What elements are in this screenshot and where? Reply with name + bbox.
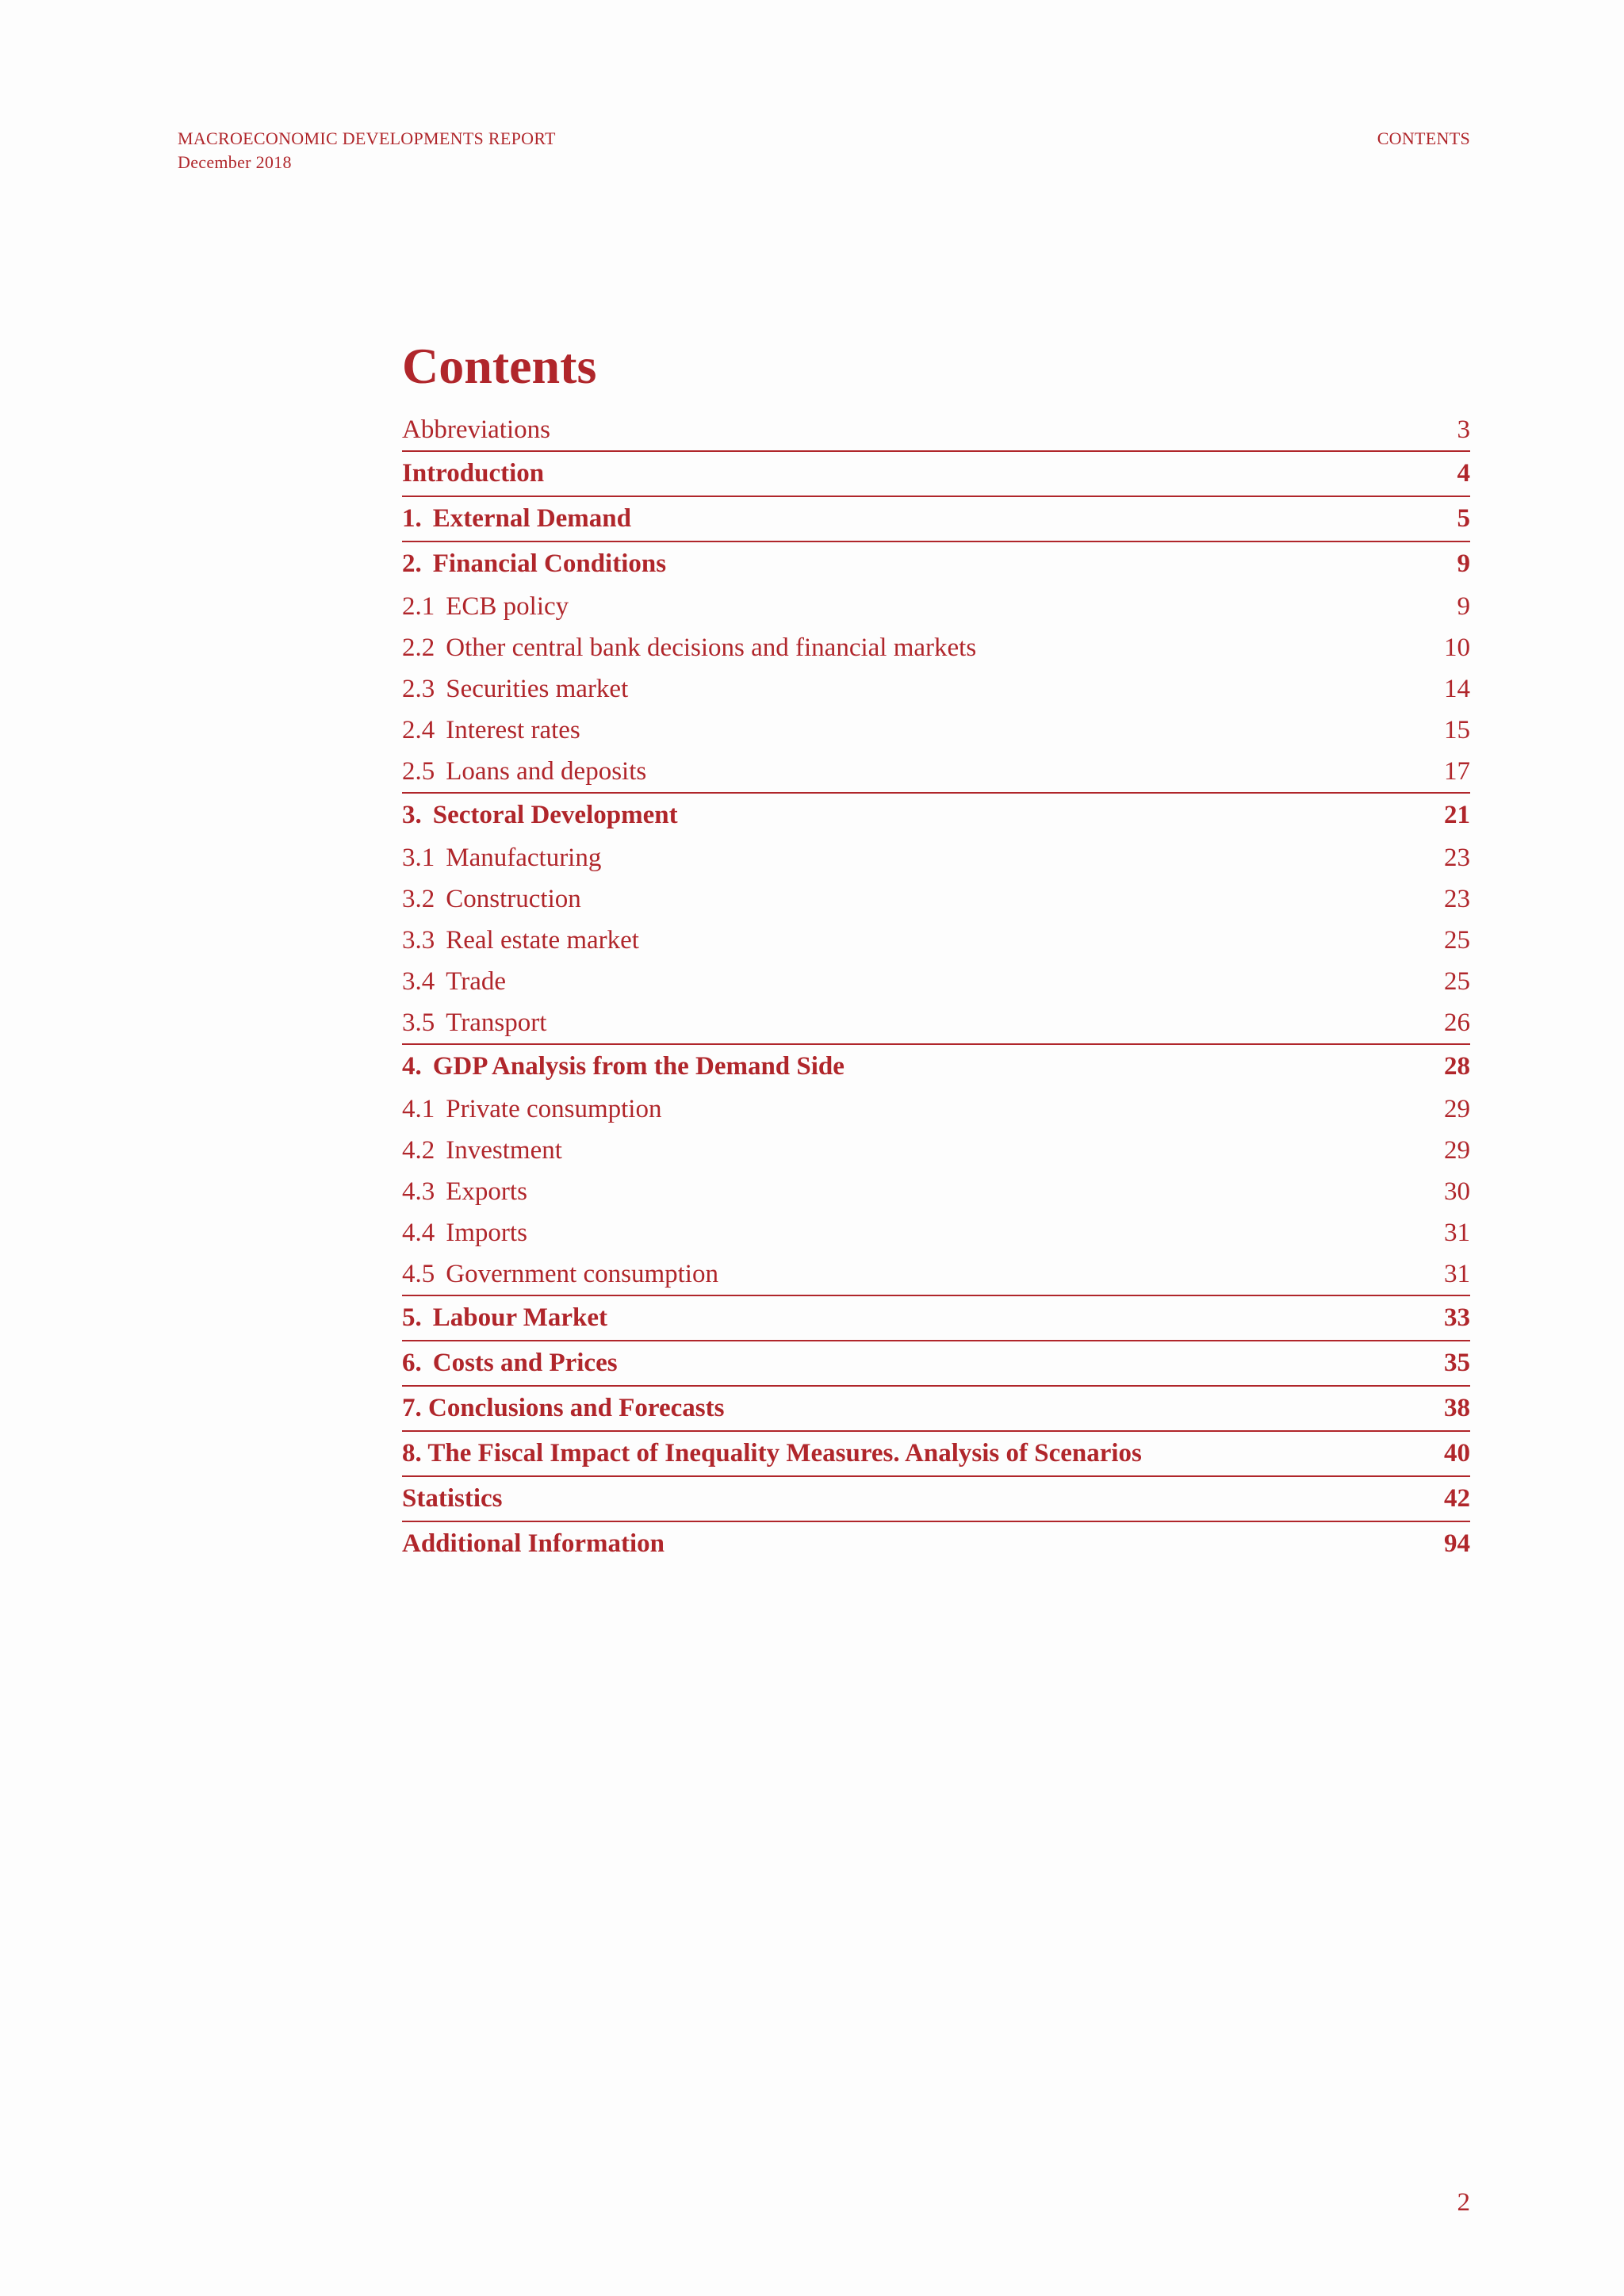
toc-entry-page: 29 [1444, 1135, 1470, 1165]
toc-entry-costs-prices[interactable] [402, 1341, 1470, 1387]
toc-entry-private-consumption[interactable] [402, 1089, 1470, 1130]
toc-entry-additional-information[interactable] [402, 1522, 1470, 1566]
toc-entry-real-estate[interactable] [402, 920, 1470, 961]
toc-entry-transport[interactable] [402, 1002, 1470, 1045]
toc-entry-label: Abbreviations [402, 415, 550, 444]
toc-entry-number: 3.2 [402, 884, 435, 913]
toc-entry-number: 3.1 [402, 843, 435, 872]
toc-entry-number: 2. [402, 549, 422, 578]
toc-entry-sectoral-development[interactable] [402, 794, 1470, 837]
toc-entry-page: 94 [1444, 1529, 1470, 1558]
toc-entry-page: 23 [1444, 843, 1470, 872]
toc-entry-gdp-analysis[interactable] [402, 1045, 1470, 1089]
toc-entry-page: 30 [1444, 1177, 1470, 1206]
toc-entry-label: Construction [446, 884, 581, 913]
toc-entry-other-central-bank[interactable] [402, 627, 1470, 668]
toc-entry-number: 5. [402, 1303, 422, 1332]
toc-entry-label: Sectoral Development [432, 801, 678, 829]
page-title: Contents [402, 338, 597, 394]
toc-entry-page: 5 [1457, 504, 1470, 533]
toc-entry-number: 2.2 [402, 633, 435, 662]
toc-entry-number: 4.4 [402, 1218, 435, 1247]
toc-entry-ecb-policy[interactable] [402, 586, 1470, 627]
toc-entry-number: 4. [402, 1052, 422, 1081]
toc-entry-page: 23 [1444, 884, 1470, 913]
toc-entry-number: 2.1 [402, 591, 435, 621]
toc-entry-number: 3. [402, 801, 422, 829]
page-number: 2 [1457, 2188, 1470, 2217]
toc-entry-page: 17 [1444, 756, 1470, 786]
toc-entry-label: Transport [446, 1008, 547, 1037]
toc-entry-interest-rates[interactable] [402, 710, 1470, 751]
toc-entry-number: 4.1 [402, 1094, 435, 1123]
toc-entry-label: Exports [446, 1177, 527, 1206]
toc-entry-label: Financial Conditions [432, 549, 667, 578]
toc-entry-number: 3.5 [402, 1008, 435, 1037]
toc-entry-number: 3.3 [402, 925, 435, 955]
toc-entry-label: Real estate market [446, 925, 639, 955]
running-header-left [178, 127, 556, 174]
toc-entry-introduction[interactable] [402, 452, 1470, 497]
toc-entry-construction[interactable] [402, 878, 1470, 920]
toc-entry-number: 4.3 [402, 1177, 435, 1206]
toc-entry-page: 14 [1444, 674, 1470, 703]
toc-entry-financial-conditions[interactable] [402, 542, 1470, 586]
toc-entry-number: 1. [402, 504, 422, 533]
toc-entry-page: 26 [1444, 1008, 1470, 1037]
running-header-section: CONTENTS [1377, 128, 1470, 148]
toc-entry-government-consumption[interactable] [402, 1253, 1470, 1296]
toc-entry-external-demand[interactable] [402, 497, 1470, 542]
toc-entry-label: Labour Market [432, 1303, 608, 1332]
toc-entry-number: 2.3 [402, 674, 435, 703]
toc-entry-page: 25 [1444, 966, 1470, 996]
toc-entry-page: 9 [1457, 549, 1470, 578]
toc-entry-number: 2.5 [402, 756, 435, 786]
toc-entry-page: 35 [1444, 1349, 1470, 1377]
toc-entry-trade[interactable] [402, 961, 1470, 1002]
toc-entry-abbreviations[interactable] [402, 409, 1470, 452]
toc-entry-imports[interactable] [402, 1212, 1470, 1253]
toc-entry-label: Loans and deposits [446, 756, 647, 786]
toc-entry-page: 40 [1444, 1439, 1470, 1468]
toc-entry-fiscal-impact[interactable] [402, 1432, 1470, 1477]
toc-entry-investment[interactable] [402, 1130, 1470, 1171]
toc-entry-label: ECB policy [446, 591, 569, 621]
toc-entry-label: Additional Information [402, 1529, 665, 1558]
toc-entry-label: Manufacturing [446, 843, 602, 872]
toc-entry-number: 2.4 [402, 715, 435, 744]
toc-entry-label: Investment [446, 1135, 562, 1165]
toc-entry-label: Statistics [402, 1484, 503, 1513]
toc-entry-page: 21 [1444, 801, 1470, 829]
toc-entry-label: Trade [446, 966, 507, 996]
toc-entry-page: 31 [1444, 1218, 1470, 1247]
toc-entry-securities-market[interactable] [402, 668, 1470, 710]
toc-entry-page: 4 [1457, 459, 1470, 488]
toc-entry-labour-market[interactable] [402, 1296, 1470, 1341]
toc-entry-page: 25 [1444, 925, 1470, 955]
toc-entry-number: 6. [402, 1349, 422, 1377]
table-of-contents [402, 333, 1470, 1566]
toc-entry-label: Securities market [446, 674, 629, 703]
toc-entry-loans-deposits[interactable] [402, 751, 1470, 794]
toc-entry-label: External Demand [432, 504, 631, 533]
toc-entry-label: Government consumption [446, 1259, 718, 1288]
toc-entry-label: Introduction [402, 459, 545, 488]
toc-entry-label: Costs and Prices [432, 1349, 618, 1377]
toc-entry-page: 9 [1457, 591, 1470, 621]
toc-entry-manufacturing[interactable] [402, 837, 1470, 878]
toc-entry-page: 3 [1457, 415, 1470, 444]
report-date: December 2018 [178, 152, 292, 172]
toc-entry-label: Other central bank decisions and financial markets [446, 633, 977, 662]
toc-entry-page: 15 [1444, 715, 1470, 744]
toc-entry-page: 42 [1444, 1484, 1470, 1513]
toc-entry-page: 10 [1444, 633, 1470, 662]
toc-entry-page: 28 [1444, 1052, 1470, 1081]
toc-entry-number: 4.2 [402, 1135, 435, 1165]
toc-entry-exports[interactable] [402, 1171, 1470, 1212]
toc-entry-label: Interest rates [446, 715, 580, 744]
toc-entry-label: 8. The Fiscal Impact of Inequality Measures. Analysis of Scenarios [402, 1439, 1142, 1468]
toc-entry-label: Private consumption [446, 1094, 662, 1123]
toc-entry-label: 7. Conclusions and Forecasts [402, 1394, 725, 1422]
toc-entry-page: 31 [1444, 1259, 1470, 1288]
toc-entry-statistics[interactable] [402, 1477, 1470, 1522]
report-title: MACROECONOMIC DEVELOPMENTS REPORT [178, 128, 556, 148]
toc-entry-number: 3.4 [402, 966, 435, 996]
toc-entry-label: Imports [446, 1218, 527, 1247]
toc-entry-number: 4.5 [402, 1259, 435, 1288]
toc-entry-conclusions[interactable] [402, 1387, 1470, 1432]
toc-entry-page: 33 [1444, 1303, 1470, 1332]
toc-entry-label: GDP Analysis from the Demand Side [432, 1052, 845, 1081]
toc-entry-page: 29 [1444, 1094, 1470, 1123]
toc-entry-page: 38 [1444, 1394, 1470, 1422]
